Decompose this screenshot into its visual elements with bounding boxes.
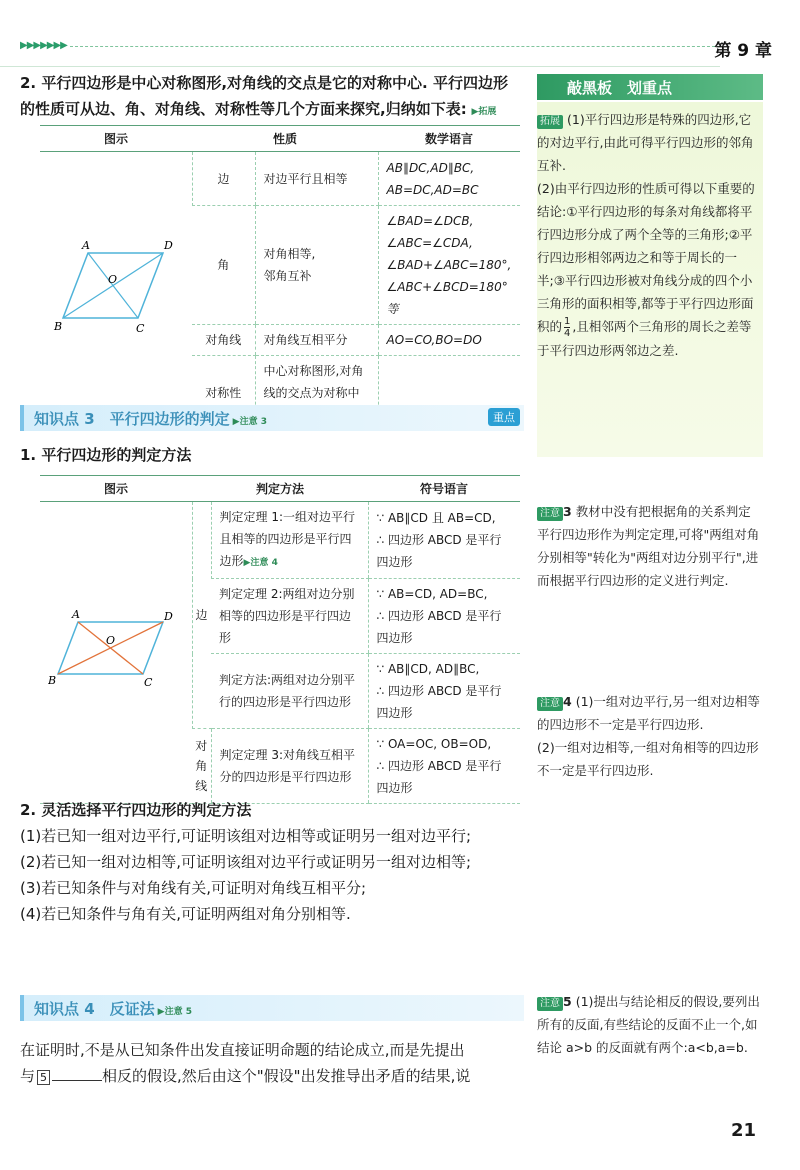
note-3-text: 教材中没有把根据角的关系判定平行四边形作为判定定理,可将"两组对角分别相等"转化为"两组对边分别平行",进而根据平行四边形的定义进行判定. <box>537 504 760 588</box>
flexible-item-1: (1)若已知一组对边平行,可证明该组对边相等或证明另一组对边平行; <box>20 827 472 845</box>
flexible-item-3: (3)若已知条件与对角线有关,可证明对角线互相平分; <box>20 879 367 897</box>
label-c: C <box>136 321 145 335</box>
blank-number: 5 <box>37 1070 50 1085</box>
parallelogram-figure-2 <box>48 604 178 694</box>
t2-note-tag: ▶注意 4 <box>243 558 278 568</box>
knowledge-point-4-bar <box>20 995 524 1021</box>
sidebar-expand-note <box>537 108 763 362</box>
t1-prop-angle: 对角相等, 邻角互补 <box>255 206 378 325</box>
label-a-2: A <box>72 608 80 621</box>
t2-symbol-3: ∵ AB∥CD, AD∥BC, ∴ 四边形 ABCD 是平行四边形 <box>368 654 520 729</box>
header-rule <box>0 66 720 67</box>
t2-symbol-1: ∵ AB∥CD 且 AB=CD, ∴ 四边形 ABCD 是平行四边形 <box>368 502 520 579</box>
t2-cat-diagonal: 对角线 <box>192 729 211 804</box>
t2-header-method: 判定方法 <box>192 476 368 502</box>
proof-line-2: 与 5 相反的假设,然后由这个"假设"出发推导出矛盾的结果,说 <box>20 1067 471 1085</box>
label-o-2: O <box>106 634 116 647</box>
t1-cat-diagonal: 对角线 <box>192 325 255 356</box>
proof-line-1: 在证明时,不是从已知条件出发直接证明命题的结论成立,而是先提出 <box>20 1041 465 1059</box>
t1-prop-symmetry: 中心对称图形,对角线的交点为对称中 <box>255 356 378 431</box>
note-3-number: 3 <box>563 504 572 519</box>
label-d: D <box>164 238 173 252</box>
page-number: 21 <box>730 1120 756 1141</box>
header-arrows: ▶▶▶▶▶▶▶ <box>20 40 67 51</box>
kp3-note-tag: ▶注意 3 <box>232 417 267 427</box>
t1-lang-diagonal: AO=CO,BO=DO <box>378 325 520 356</box>
t1-cat-symmetry: 对称性 <box>192 356 255 431</box>
sidebar-note-3 <box>537 500 763 592</box>
key-point-badge: 重点 <box>488 408 520 426</box>
label-b: B <box>54 319 63 333</box>
t2-method-2: 判定定理 2:两组对边分别相等的四边形是平行四边形 <box>211 579 368 654</box>
label-b-2: B <box>48 674 57 687</box>
kp4-title: 知识点 4 反证法 ▶注意 5 <box>34 1000 192 1018</box>
expand-note-1: (1)平行四边形是特殊的四边形,它的对边平行,由此可得平行四边形的邻角互补. <box>537 112 754 173</box>
note-4-tag: 注意 <box>537 697 563 711</box>
t1-lang-angle: ∠BAD=∠DCB, ∠ABC=∠CDA, ∠BAD+∠ABC=180°, ∠ABC+∠BCD=180°等 <box>378 206 520 325</box>
flexible-item-2: (2)若已知一组对边相等,可证明该组对边平行或证明另一组对边相等; <box>20 853 472 871</box>
t1-header-property: 性质 <box>192 126 378 152</box>
t2-figure-cell <box>40 502 192 804</box>
parallelogram-figure-1 <box>48 233 178 343</box>
header-line <box>70 46 720 47</box>
t1-figure-cell <box>40 152 192 431</box>
expand-note-2: (2)由平行四边形的性质可得以下重要的结论:①平行四边形的每条对角线都将平行四边形分成了两个全等的三角形;②平行四边形相邻两边之和等于周长的一半;③平行四边形被对角线分成的四个小三角形的面积相等,都等于平行四边形面积的 $\frac{1}{4}$ ,且相邻两个三角形的周长之差等于平行四边形两邻边之差. <box>537 181 755 358</box>
note-5-text: (1)提出与结论相反的假设,要列出所有的反面,有些结论的反面不止一个,如结论 a>b 的反面就有两个:a<b,a=b. <box>537 994 760 1055</box>
note-3-tag: 注意 <box>537 507 563 521</box>
sidebar-note-5 <box>537 990 763 1059</box>
kp3-title: 知识点 3 平行四边形的判定 ▶注意 3 <box>34 410 267 428</box>
t2-symbol-4: ∵ OA=OC, OB=OD, ∴ 四边形 ABCD 是平行四边形 <box>368 729 520 804</box>
fraction-one-quarter: $\frac{1}{4}$ <box>564 316 571 339</box>
label-a: A <box>82 238 90 252</box>
t1-header-figure: 图示 <box>40 126 192 152</box>
t2-method-3: 判定方法:两组对边分别平行的四边形是平行四边形 <box>211 654 368 729</box>
note-5-number: 5 <box>563 994 572 1009</box>
flexible-methods <box>20 797 520 927</box>
note-4-text-2: (2)一组对边相等,一组对角相等的四边形不一定是平行四边形. <box>537 740 759 778</box>
label-d-2: D <box>164 610 173 623</box>
expand-tag: ▶拓展 <box>471 107 497 117</box>
note-4-text-1: (1)一组对边平行,另一组对边相等的四边形不一定是平行四边形. <box>537 694 760 732</box>
flexible-item-4: (4)若已知条件与角有关,可证明两组对角分别相等. <box>20 905 351 923</box>
t1-cat-angle: 角 <box>192 206 255 325</box>
t2-method-4: 判定定理 3:对角线互相平分的四边形是平行四边形 <box>211 729 368 804</box>
t1-lang-edge: AB∥DC,AD∥BC, AB=DC,AD=BC <box>378 152 520 206</box>
sidebar-note-4 <box>537 690 763 782</box>
chapter-label: 第 9 章 <box>714 41 772 61</box>
diagonal-bd-2 <box>58 622 163 674</box>
properties-table <box>40 125 520 431</box>
t1-cat-edge: 边 <box>192 152 255 206</box>
note-5-tag: 注意 <box>537 997 563 1011</box>
t1-prop-diagonal: 对角线互相平分 <box>255 325 378 356</box>
section-2-text: 2. 平行四边形是中心对称图形,对角线的交点是它的对称中心. 平行四边形的性质可从边、角、对角线、对称性等几个方面来探究,归纳如下表: <box>20 74 508 118</box>
t2-method-1: 判定定理 1:一组对边平行且相等的四边形是平行四边形▶注意 4 <box>211 502 368 579</box>
kp4-note-tag: ▶注意 5 <box>157 1007 192 1017</box>
sidebar-header-text: 敲黑板 划重点 <box>567 79 673 97</box>
t2-cat-edge: 边 <box>192 502 211 729</box>
sidebar-header <box>537 74 763 100</box>
methods-heading: 1. 平行四边形的判定方法 <box>20 446 192 464</box>
flexible-heading: 2. 灵活选择平行四边形的判定方法 <box>20 801 252 819</box>
fill-blank[interactable] <box>52 1080 102 1081</box>
label-c-2: C <box>144 676 153 689</box>
label-o: O <box>108 272 118 286</box>
t2-header-symbol: 符号语言 <box>368 476 520 502</box>
section-2-paragraph <box>20 70 520 125</box>
methods-table <box>40 475 520 804</box>
note-4-number: 4 <box>563 694 572 709</box>
t1-header-language: 数学语言 <box>378 126 520 152</box>
proof-paragraph <box>20 1037 520 1089</box>
expand-note-tag: 拓展 <box>537 115 563 129</box>
t1-prop-edge: 对边平行且相等 <box>255 152 378 206</box>
t2-symbol-2: ∵ AB=CD, AD=BC, ∴ 四边形 ABCD 是平行四边形 <box>368 579 520 654</box>
t2-header-figure: 图示 <box>40 476 192 502</box>
knowledge-point-3-bar <box>20 405 524 431</box>
